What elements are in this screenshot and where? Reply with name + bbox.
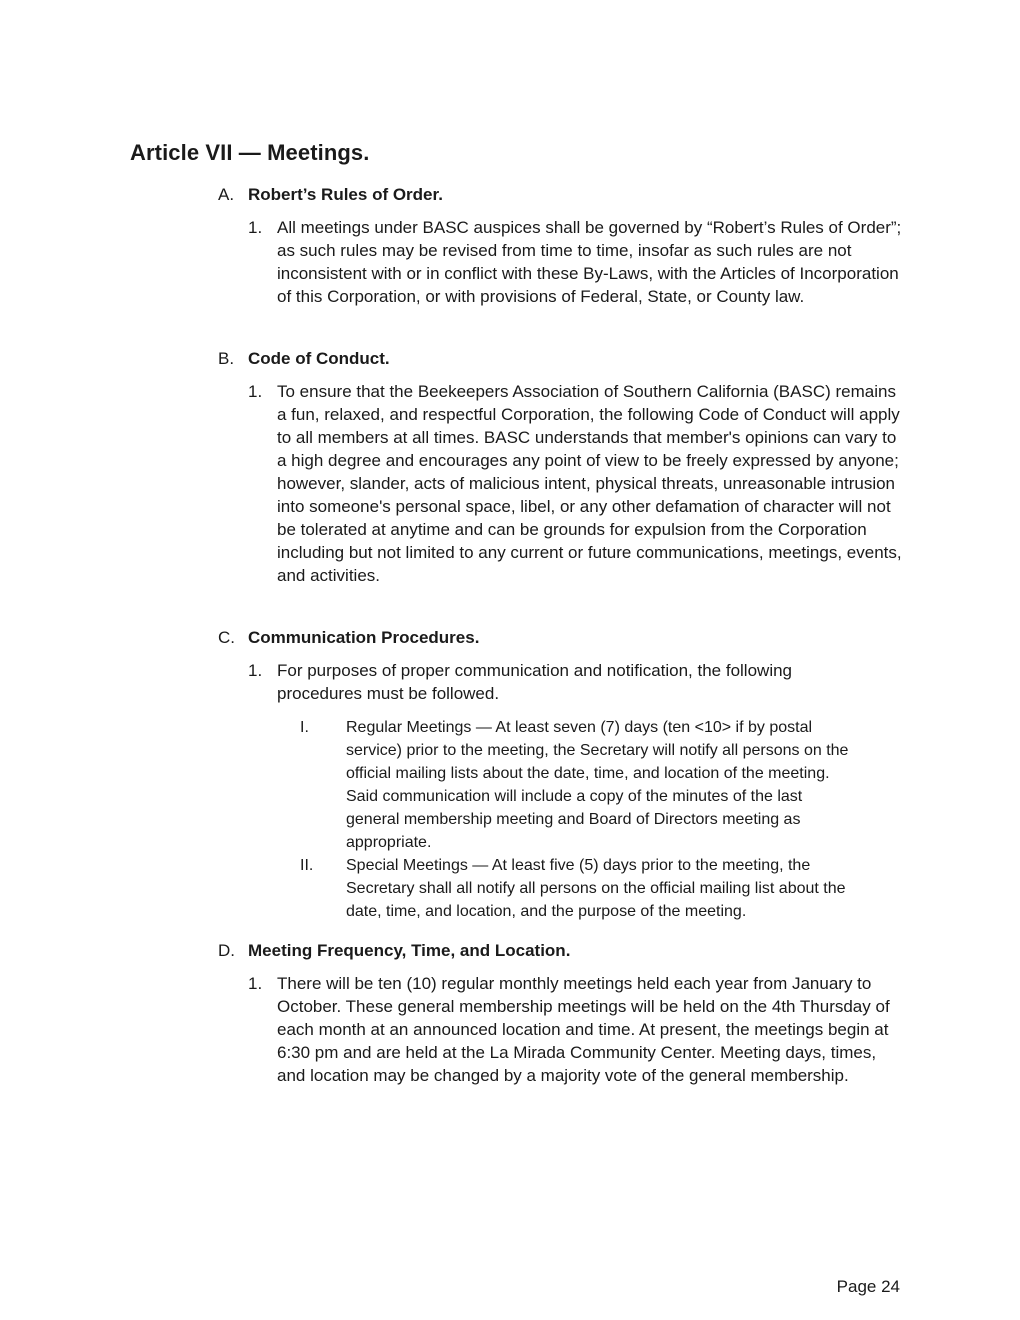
section-heading-d: [218, 939, 570, 962]
item-text: All meetings under BASC auspices shall be governed by “Robert’s Rules of Order”; as such rules may be revised from time to time, insofar as such rules are not inconsistent with or in conflict with these By-Laws, with the Articles of Incorporation of this Corporation, or with provisions of Federal, State, or County law.: [277, 218, 902, 306]
item-number: 1.: [248, 218, 263, 237]
item-number: 1.: [248, 661, 263, 680]
section-title: Code of Conduct.: [248, 349, 390, 368]
section-letter: D.: [218, 941, 235, 960]
sub-item-c1-ii: [300, 854, 860, 923]
section-heading-a: [218, 183, 443, 206]
sub-item-numeral: I.: [300, 719, 309, 736]
sub-item-text: Regular Meetings — At least seven (7) days (ten <10> if by postal service) prior to the meeting, the Secretary will notify all persons on the official mailing lists about the date, time, and location of the meeting. Said communication will include a copy of the minutes of the last general membership meeting and Board of Directors meeting as appropriate.: [346, 719, 849, 851]
section-title: Robert’s Rules of Order.: [248, 185, 443, 204]
section-heading-c: [218, 626, 479, 649]
section-letter: A.: [218, 185, 235, 204]
section-letter: C.: [218, 628, 235, 647]
page-number: Page 24: [836, 1277, 900, 1296]
list-item-d1: [248, 972, 908, 1087]
article-title: Article VII — Meetings.: [130, 140, 370, 165]
section-heading-b: [218, 347, 390, 370]
item-number: 1.: [248, 382, 263, 401]
item-text: To ensure that the Beekeepers Association of Southern California (BASC) remains a fun, relaxed, and respectful Corporation, the following Code of Conduct will apply to all members at all times. BASC understands that member's opinions can vary to a high degree and encourages any point of view to be freely expressed by anyone; however, slander, acts of malicious intent, physical threats, unreasonable intrusion into someone's personal space, libel, or any other defamation of character will not be tolerated at anytime and can be grounds for expulsion from the Corporation including but not limited to any current or future communications, meetings, events, and activities.: [277, 382, 902, 585]
list-item-b1: [248, 380, 908, 587]
item-text: For purposes of proper communication and notification, the following procedures must be followed.: [277, 661, 793, 703]
section-letter: B.: [218, 349, 235, 368]
sub-item-c1-i: [300, 716, 860, 854]
list-item-a1: [248, 216, 908, 308]
sub-item-text: Special Meetings — At least five (5) days prior to the meeting, the Secretary shall all notify all persons on the official mailing list about the date, time, and location, and the purpose of the meeting.: [346, 857, 846, 920]
section-title: Meeting Frequency, Time, and Location.: [248, 941, 571, 960]
sub-item-numeral: II.: [300, 857, 314, 874]
item-text: There will be ten (10) regular monthly meetings held each year from January to October. These general membership meetings will be held on the 4th Thursday of each month at an announced location and time. At present, the meetings begin at 6:30 pm and are held at the La Mirada Community Center. Meeting days, times, and location may be changed by a majority vote of the general membership.: [277, 974, 890, 1085]
item-number: 1.: [248, 974, 263, 993]
list-item-c1: [248, 659, 908, 705]
section-title: Communication Procedures.: [248, 628, 480, 647]
